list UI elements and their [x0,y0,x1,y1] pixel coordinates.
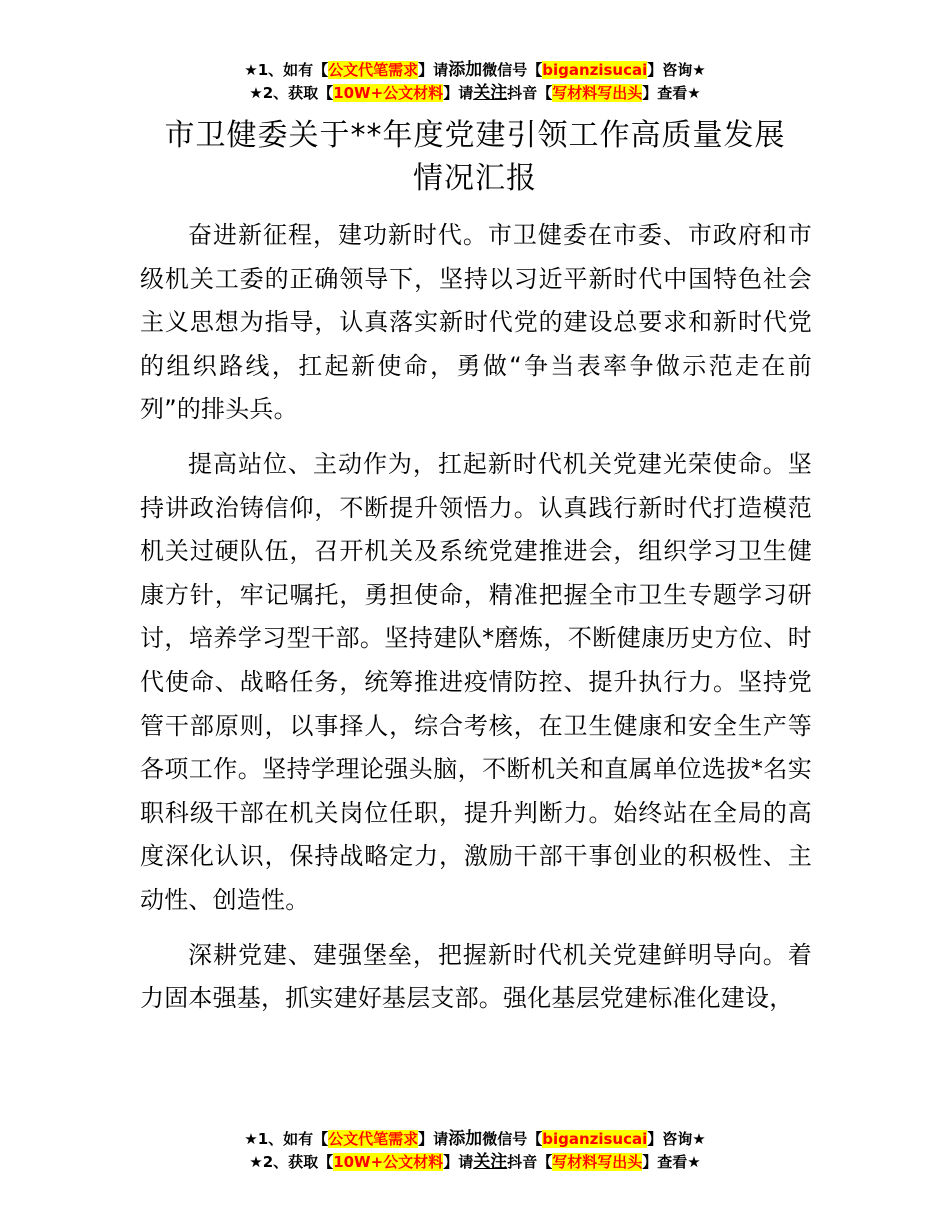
promo-line-2 [0,1151,950,1174]
promo-line-1 [0,1128,950,1151]
promo-text: 添加 [448,60,483,80]
promo-text: 】请 [443,1153,474,1171]
promo-text: 】咨询★ [647,61,706,79]
promo-text: ★2、获取【 [249,1153,334,1171]
promo-text: 添加 [448,1129,483,1149]
promo-text: ★1、如有【 [244,61,329,79]
body-paragraph: 深耕党建、建强堡垒，把握新时代机关党建鲜明导向。着力固本强基，抓实建好基层支部。强化基层党建标准化建设， [140,940,812,1013]
promo-highlight: 写材料写出头 [552,84,643,102]
body-paragraph: 提高站位、主动作为，扛起新时代机关党建光荣使命。坚持讲政治铸信仰，不断提升领悟力。认真践行新时代打造模范机关过硬队伍，召开机关及系统党建推进会，组织学习卫生健康方针，牢记嘱托，勇担使命，精准把握全市卫生专题学习研讨，培养学习型干部。坚持建队*磨炼，不断健康历史方位、时代使命、战略任务，统筹推进疫情防控、提升执行力。坚持党管干部原则，以事择人，综合考核，在卫生健康和安全生产等各项工作。坚持学理论强头脑，不断机关和直属单位选拔*名实职科级干部在机关岗位任职，提升判断力。始终站在全局的高度深化认识，保持战略定力，激励干部干事创业的积极性、主动性、创造性。 [140,449,812,914]
body-paragraph: 奋进新征程，建功新时代。市卫健委在市委、市政府和市级机关工委的正确领导下，坚持以习近平新时代中国特色社会主义思想为指导，认真落实新时代党的建设总要求和新时代党的组织路线，扛起新使命，勇做“争当表率争做示范走在前列”的排头兵。 [140,221,812,424]
promo-highlight: 10W+公文材料 [333,1153,444,1171]
promo-highlight: 写材料写出头 [552,1153,643,1171]
promo-text: 】请 [418,61,449,79]
promo-text: 微信号【 [482,61,543,79]
promo-text: ★1、如有【 [244,1130,329,1148]
promo-text: 】请 [418,1130,449,1148]
title-line-1: 市卫健委关于**年度党建引领工作高质量发展 [164,118,786,153]
promo-highlight: 公文代笔需求 [328,1130,419,1148]
document-body [140,214,812,1032]
promo-text: 关注 [473,1152,508,1172]
promo-line-1 [0,59,950,82]
title-line-2: 情况汇报 [413,161,537,196]
promo-text: 抖音【 [507,1153,553,1171]
document-title [0,114,950,200]
promo-wechat-id: biganzisucai [542,1130,648,1148]
promo-highlight: 10W+公文材料 [333,84,444,102]
promo-text: 关注 [473,83,508,103]
promo-text: 】请 [443,84,474,102]
promo-text: 】查看★ [642,1153,701,1171]
promo-text: 抖音【 [507,84,553,102]
promo-wechat-id: biganzisucai [542,61,648,79]
promo-text: 微信号【 [482,1130,543,1148]
promo-text: 】咨询★ [647,1130,706,1148]
promo-text: 】查看★ [642,84,701,102]
promo-header [0,59,950,105]
promo-text: ★2、获取【 [249,84,334,102]
promo-footer [0,1128,950,1174]
promo-line-2 [0,82,950,105]
promo-highlight: 公文代笔需求 [328,61,419,79]
